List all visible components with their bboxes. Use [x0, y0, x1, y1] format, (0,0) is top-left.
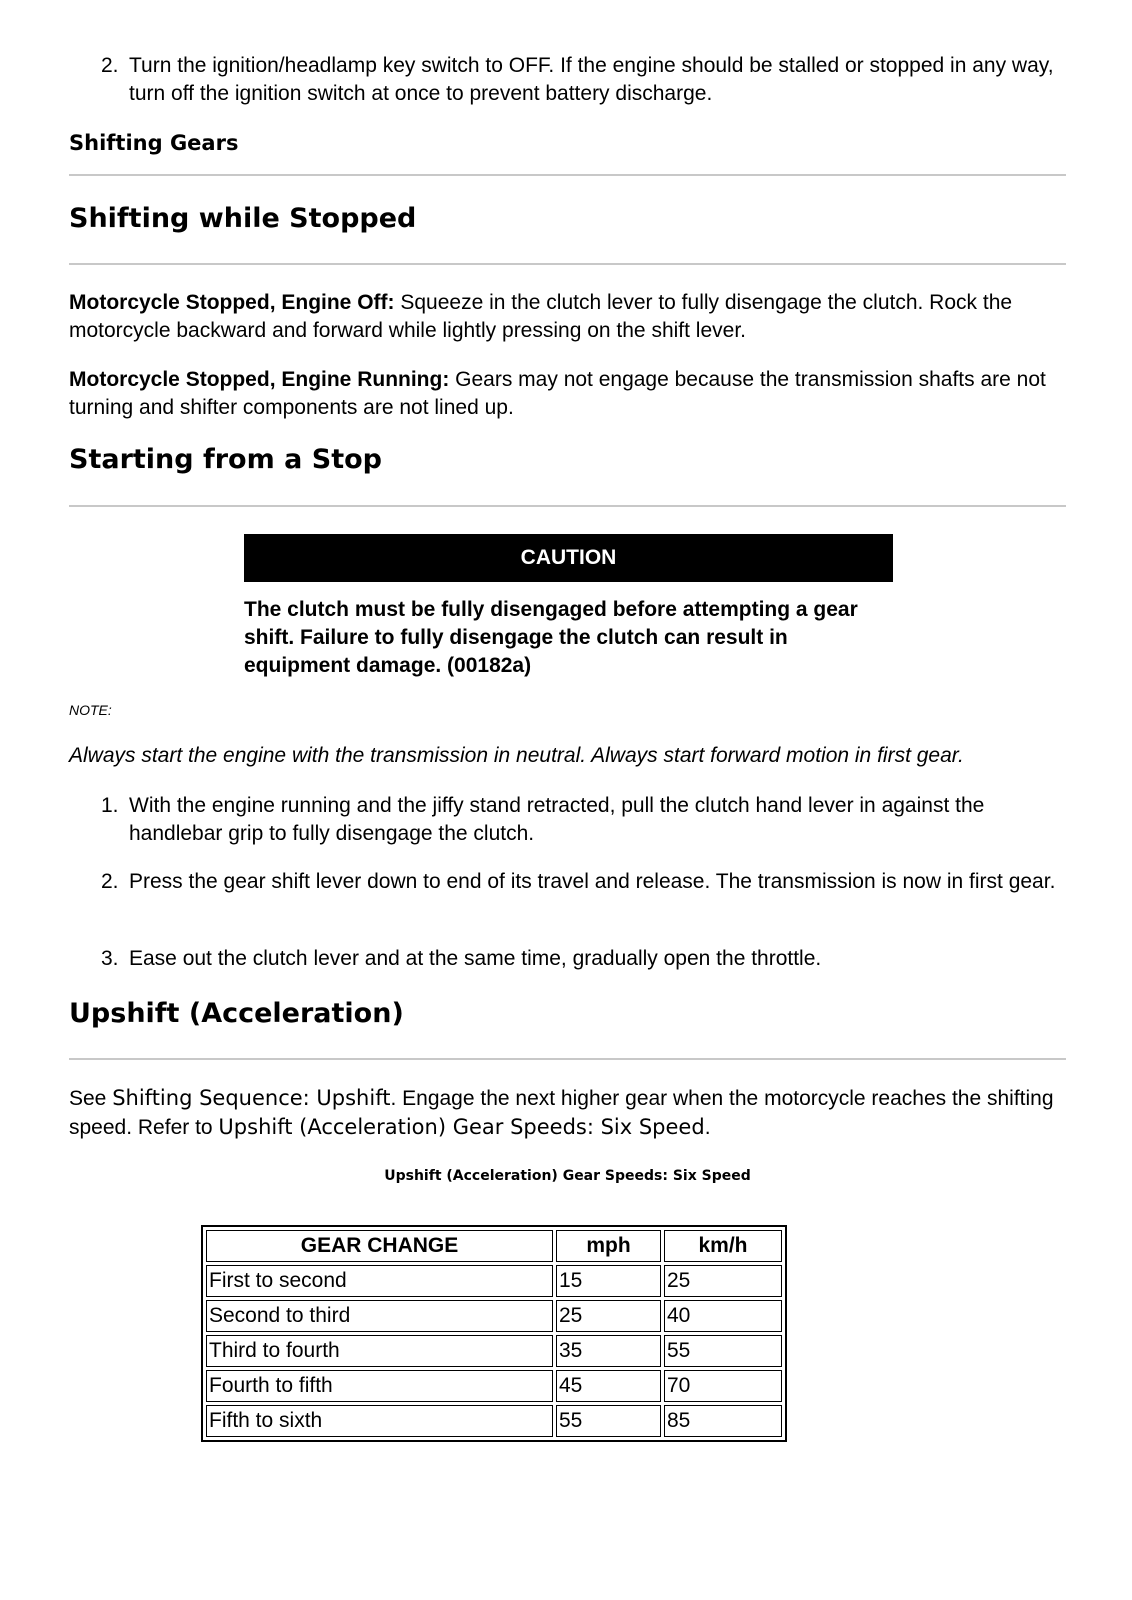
- cell-kmh: 25: [664, 1265, 782, 1297]
- cell-mph: 25: [556, 1300, 661, 1332]
- header-gear-change: GEAR CHANGE: [206, 1230, 553, 1262]
- cell-kmh: 40: [664, 1300, 782, 1332]
- engine-running-label: Motorcycle Stopped, Engine Running:: [69, 368, 450, 391]
- list-item: [101, 792, 1066, 848]
- cell-gear-change: First to second: [206, 1265, 553, 1297]
- upshift-paragraph: [69, 1084, 1066, 1142]
- upshift-text: See: [69, 1087, 113, 1110]
- caution-message: The clutch must be fully disengaged before attempting a gear shift. Failure to fully disengage the clutch can result in equipment damage. (00182a): [244, 598, 858, 677]
- cell-mph: 15: [556, 1265, 661, 1297]
- table-header-row: [206, 1230, 782, 1262]
- cell-mph: 35: [556, 1335, 661, 1367]
- list-text: Ease out the clutch lever and at the same time, gradually open the throttle.: [129, 947, 822, 970]
- engine-running-text: Gears may not engage because the transmission shafts are not turning and shifter components are not lined up.: [69, 368, 1046, 419]
- engine-off-paragraph: [69, 289, 1066, 345]
- cell-mph: 45: [556, 1370, 661, 1402]
- list-number: 3.: [101, 947, 119, 970]
- cell-gear-change: Fifth to sixth: [206, 1405, 553, 1437]
- engine-off-text: Squeeze in the clutch lever to fully disengage the clutch. Rock the motorcycle backward and forward while lightly pressing on the shift lever.: [69, 291, 1013, 342]
- header-mph: mph: [556, 1230, 661, 1262]
- cell-gear-change: Fourth to fifth: [206, 1370, 553, 1402]
- list-text: Press the gear shift lever down to end of its travel and release. The transmission is now in first gear.: [129, 870, 1056, 893]
- list-number: 2.: [101, 54, 119, 77]
- list-item: [101, 945, 1066, 973]
- shifting-sequence-link[interactable]: Shifting Sequence: Upshift: [112, 1086, 391, 1110]
- list-text: Turn the ignition/headlamp key switch to OFF. If the engine should be stalled or stopped in any way, turn off the ignition switch at once to prevent battery discharge.: [129, 54, 1054, 105]
- divider: [69, 505, 1066, 507]
- starting-from-stop-heading: Starting from a Stop: [69, 444, 382, 475]
- cell-kmh: 85: [664, 1405, 782, 1437]
- header-kmh: km/h: [664, 1230, 782, 1262]
- cell-gear-change: Second to third: [206, 1300, 553, 1332]
- upshift-text: . Engage the next higher gear when the motorcycle reaches the shifting speed. Refer to: [69, 1087, 1054, 1139]
- cell-kmh: 70: [664, 1370, 782, 1402]
- table-row: [206, 1300, 782, 1332]
- table-caption: Upshift (Acceleration) Gear Speeds: Six Speed: [384, 1168, 751, 1184]
- upshift-text: .: [704, 1116, 711, 1139]
- list-item-ignition-off: [101, 52, 1066, 108]
- table-row: [206, 1405, 782, 1437]
- list-number: 1.: [101, 794, 119, 817]
- list-item: [101, 868, 1066, 896]
- gear-speeds-link[interactable]: Upshift (Acceleration) Gear Speeds: Six Speed: [218, 1115, 705, 1139]
- cell-gear-change: Third to fourth: [206, 1335, 553, 1367]
- upshift-heading: Upshift (Acceleration): [69, 998, 404, 1029]
- note-text: Always start the engine with the transmission in neutral. Always start forward motion in first gear.: [69, 744, 964, 767]
- divider: [69, 263, 1066, 265]
- shifting-while-stopped-heading: Shifting while Stopped: [69, 203, 417, 234]
- divider: [69, 1058, 1066, 1060]
- list-number: 2.: [101, 870, 119, 893]
- gear-speeds-table: [201, 1225, 787, 1442]
- caution-banner: CAUTION: [244, 534, 893, 582]
- table-row: [206, 1370, 782, 1402]
- divider: [69, 174, 1066, 176]
- table-row: [206, 1265, 782, 1297]
- engine-running-paragraph: [69, 366, 1066, 422]
- note-label: NOTE:: [69, 702, 112, 718]
- cell-mph: 55: [556, 1405, 661, 1437]
- engine-off-label: Motorcycle Stopped, Engine Off:: [69, 291, 395, 314]
- list-text: With the engine running and the jiffy stand retracted, pull the clutch hand lever in against the handlebar grip to fully disengage the clutch.: [129, 794, 985, 845]
- cell-kmh: 55: [664, 1335, 782, 1367]
- table-row: [206, 1335, 782, 1367]
- shifting-gears-heading: Shifting Gears: [69, 131, 239, 155]
